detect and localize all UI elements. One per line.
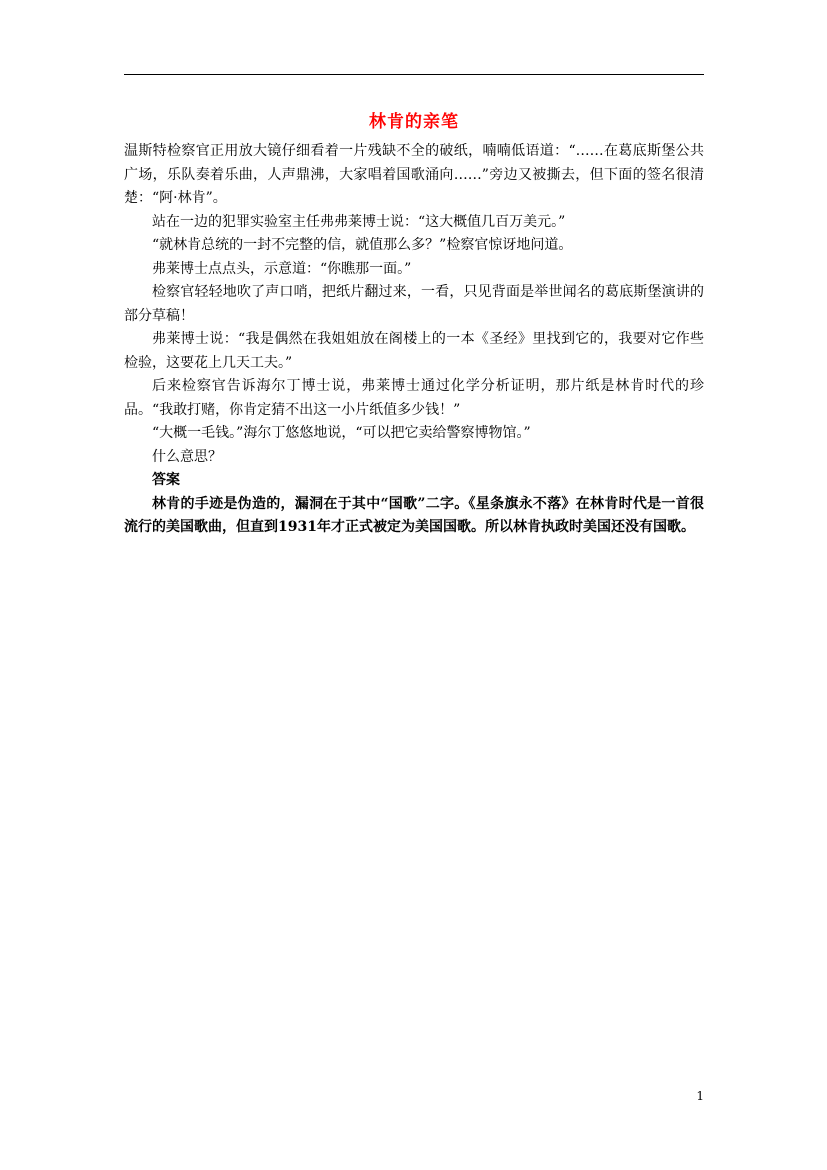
page-number: 1 bbox=[696, 1089, 704, 1103]
document-title: 林肯的亲笔 bbox=[369, 112, 459, 132]
paragraph-intro: 温斯特检察官正用放大镜仔细看着一片残缺不全的破纸，喃喃低语道：“……在葛底斯堡公共广场，乐队奏着乐曲，人声鼎沸，大家唱着国歌涌向……”旁边又被撕去，但下面的签名很清楚：“阿·林肯”。 bbox=[124, 143, 704, 206]
paragraph-dialogue: 弗莱博士点点头，示意道：“你瞧那一面。” bbox=[152, 260, 412, 277]
answer-text: 林肯的手迹是伪造的，漏洞在于其中“国歌”二字。《星条旗永不落》在林肯时代是一首很流行的美国歌曲，但直到1931年才正式被定为美国国歌。所以林肯执政时美国还没有国歌。 bbox=[124, 495, 704, 535]
header-rule bbox=[124, 74, 704, 75]
question-text: 什么意思？ bbox=[152, 448, 222, 465]
paragraph-dialogue: 站在一边的犯罪实验室主任弗弗莱博士说：“这大概值几百万美元。” bbox=[152, 213, 566, 230]
answer-label: 答案 bbox=[152, 472, 180, 488]
paragraph-dialogue: 后来检察官告诉海尔丁博士说，弗莱博士通过化学分析证明，那片纸是林肯时代的珍品。“我敢打赌，你肯定猜不出这一小片纸值多少钱！” bbox=[124, 378, 704, 418]
paragraph-dialogue: “大概一毛钱。”海尔丁悠悠地说，“可以把它卖给警察博物馆。” bbox=[152, 425, 531, 441]
paragraph-dialogue: “就林肯总统的一封不完整的信，就值那么多？”检察官惊讶地问道。 bbox=[152, 237, 573, 253]
paragraph-dialogue: 弗莱博士说：“我是偶然在我姐姐放在阁楼上的一本《圣经》里找到它的，我要对它作些检验，这要花上几天工夫。” bbox=[124, 331, 704, 371]
document-body bbox=[124, 110, 704, 540]
paragraph-dialogue: 检察官轻轻地吹了声口哨，把纸片翻过来，一看，只见背面是举世闻名的葛底斯堡演讲的部分草稿！ bbox=[124, 284, 704, 324]
